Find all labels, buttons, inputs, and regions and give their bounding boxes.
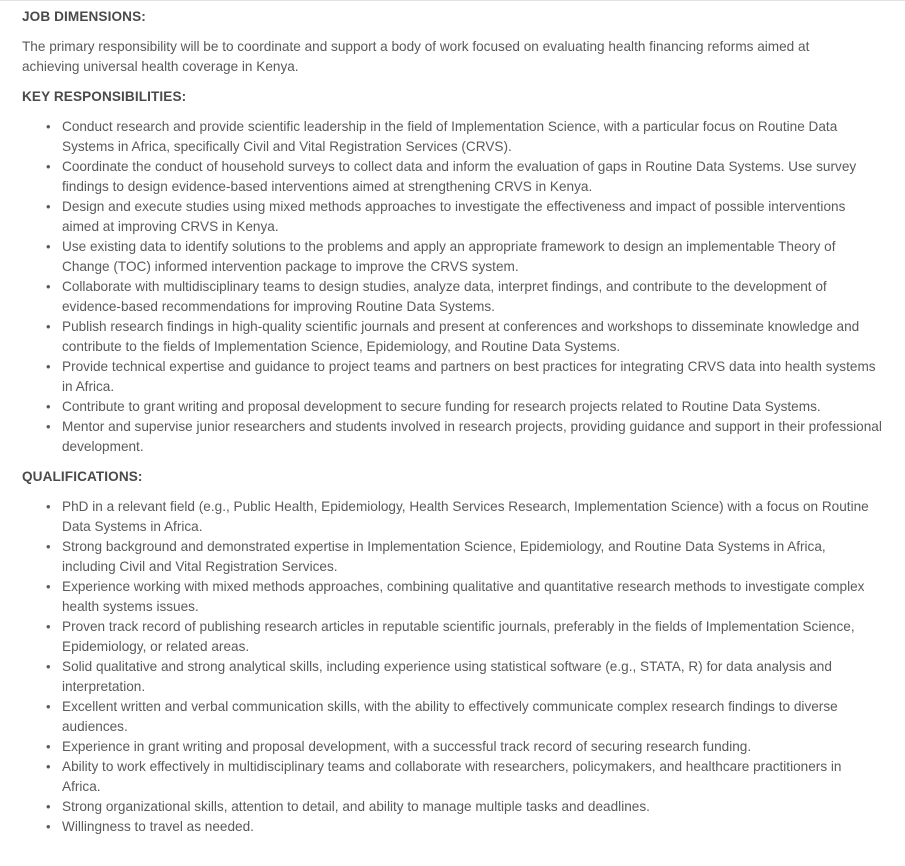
bullet-icon: •: [46, 799, 51, 814]
list-item: [22, 757, 882, 797]
list-item: [22, 237, 882, 277]
bullet-icon: •: [46, 119, 51, 134]
list-item-text: Contribute to grant writing and proposal development to secure funding for research projects related to Routine Data Systems.: [62, 399, 821, 414]
list-item-text: Coordinate the conduct of household surveys to collect data and inform the evaluation of gaps in Routine Data Systems. Use survey findings to design evidence-based interventions aimed at strengthening CRVS in Kenya.: [62, 159, 857, 194]
key-responsibilities-heading: KEY RESPONSIBILITIES:: [22, 89, 187, 104]
bullet-icon: •: [46, 199, 51, 214]
list-item: [22, 737, 882, 757]
list-item: [22, 657, 882, 697]
list-item-text: Conduct research and provide scientific leadership in the field of Implementation Science, with a particular focus on Routine Data Systems in Africa, specifically Civil and Vital Registration Services (CRVS).: [62, 119, 838, 154]
list-item-text: Willingness to travel as needed.: [62, 819, 254, 834]
list-item: [22, 577, 882, 617]
top-divider: [0, 0, 905, 1]
bullet-icon: •: [46, 279, 51, 294]
list-item: [22, 797, 882, 817]
list-item: [22, 197, 882, 237]
bullet-icon: •: [46, 499, 51, 514]
bullet-icon: •: [46, 759, 51, 774]
list-item-text: Excellent written and verbal communication skills, with the ability to effectively communicate complex research findings to diverse audiences.: [62, 699, 838, 734]
bullet-icon: •: [46, 399, 51, 414]
list-item: [22, 317, 882, 357]
list-item-text: Mentor and supervise junior researchers and students involved in research projects, providing guidance and support in their professional development.: [62, 419, 882, 454]
bullet-icon: •: [46, 239, 51, 254]
list-item: [22, 277, 882, 317]
list-item-text: Use existing data to identify solutions to the problems and apply an appropriate framework to design an implementable Theory of Change (TOC) informed intervention package to improve the CRVS system.: [62, 239, 836, 274]
job-dimensions-heading: JOB DIMENSIONS:: [22, 9, 146, 24]
bullet-icon: •: [46, 699, 51, 714]
list-item: [22, 817, 882, 837]
bullet-icon: •: [46, 659, 51, 674]
bullet-icon: •: [46, 159, 51, 174]
list-item-text: Proven track record of publishing research articles in reputable scientific journals, preferably in the fields of Implementation Science, Epidemiology, or related areas.: [62, 619, 855, 654]
bullet-icon: •: [46, 419, 51, 434]
list-item: [22, 417, 882, 457]
list-item-text: Experience in grant writing and proposal development, with a successful track record of securing research funding.: [62, 739, 752, 754]
list-item: [22, 617, 882, 657]
bullet-icon: •: [46, 359, 51, 374]
list-item-text: Strong background and demonstrated expertise in Implementation Science, Epidemiology, and Routine Data Systems in Africa, including Civil and Vital Registration Services.: [62, 539, 826, 574]
bullet-icon: •: [46, 739, 51, 754]
qualifications-heading: QUALIFICATIONS:: [22, 469, 143, 484]
list-item-text: Solid qualitative and strong analytical skills, including experience using statistical software (e.g., STATA, R) for data analysis and interpretation.: [62, 659, 832, 694]
bullet-icon: •: [46, 539, 51, 554]
list-item: [22, 497, 882, 537]
list-item-text: PhD in a relevant field (e.g., Public Health, Epidemiology, Health Services Research, Implementation Science) with a focus on Routine Data Systems in Africa.: [62, 499, 869, 534]
bullet-icon: •: [46, 819, 51, 834]
bullet-icon: •: [46, 619, 51, 634]
job-description: [22, 7, 882, 837]
list-item-text: Design and execute studies using mixed methods approaches to investigate the effectiveness and impact of possible interventions aimed at improving CRVS in Kenya.: [62, 199, 846, 234]
list-item: [22, 537, 882, 577]
list-item: [22, 157, 882, 197]
list-item-text: Experience working with mixed methods approaches, combining qualitative and quantitative research methods to investigate complex health systems issues.: [62, 579, 865, 614]
job-dimensions-text: The primary responsibility will be to coordinate and support a body of work focused on evaluating health financing reforms aimed at achieving universal health coverage in Kenya.: [22, 39, 810, 74]
list-item: [22, 697, 882, 737]
qualifications-list: [22, 497, 882, 837]
bullet-icon: •: [46, 579, 51, 594]
list-item: [22, 397, 882, 417]
list-item-text: Strong organizational skills, attention to detail, and ability to manage multiple tasks and deadlines.: [62, 799, 650, 814]
list-item-text: Publish research findings in high-quality scientific journals and present at conferences and workshops to disseminate knowledge and contribute to the fields of Implementation Science, Epidemiology, and Routine Data Systems.: [62, 319, 860, 354]
list-item: [22, 117, 882, 157]
key-responsibilities-list: [22, 117, 882, 457]
list-item-text: Collaborate with multidisciplinary teams to design studies, analyze data, interpret findings, and contribute to the development of evidence-based recommendations for improving Routine Data Systems.: [62, 279, 827, 314]
list-item-text: Ability to work effectively in multidisciplinary teams and collaborate with researchers, policymakers, and healthcare practitioners in Africa.: [62, 759, 842, 794]
list-item-text: Provide technical expertise and guidance to project teams and partners on best practices for integrating CRVS data into health systems in Africa.: [62, 359, 876, 394]
list-item: [22, 357, 882, 397]
bullet-icon: •: [46, 319, 51, 334]
